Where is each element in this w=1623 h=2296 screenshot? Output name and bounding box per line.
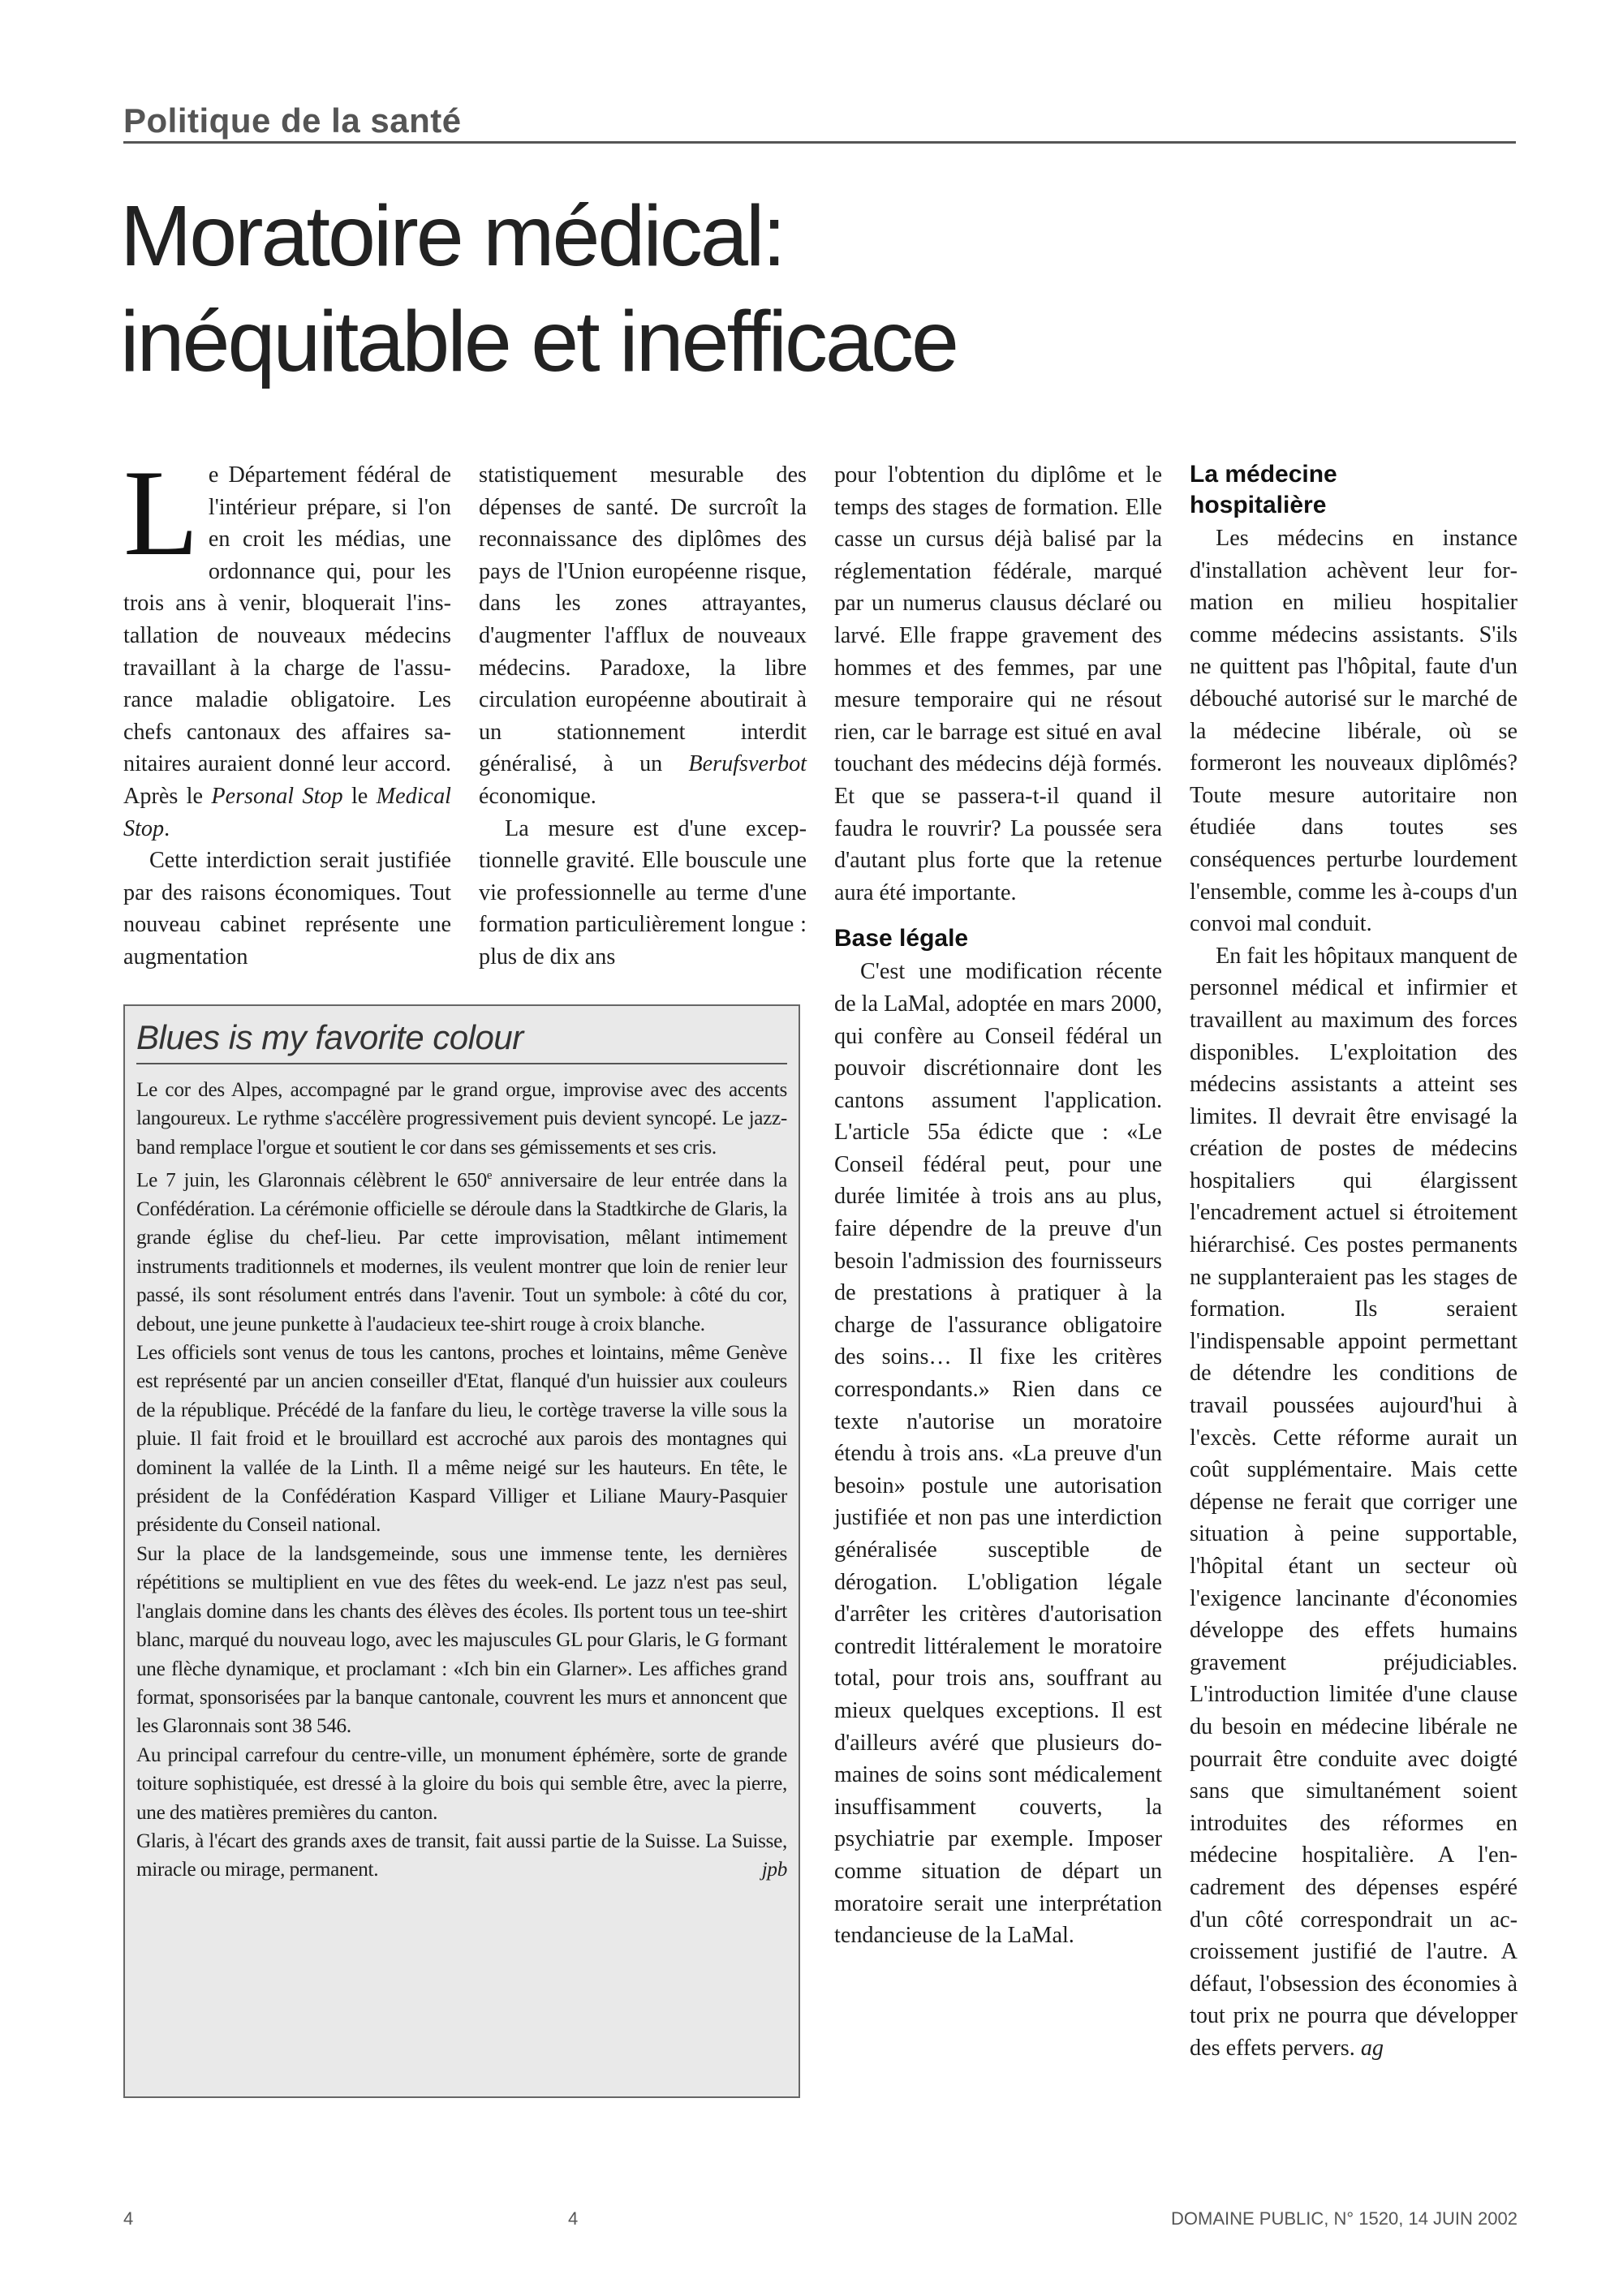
author-signature: ag — [1360, 2035, 1384, 2061]
box-signature: jpb — [761, 1859, 787, 1881]
heading-base-legale: Base légale — [834, 925, 969, 952]
footer-page-number-center: 4 — [568, 2208, 579, 2229]
title-line-1: Moratoire médical: — [120, 188, 784, 284]
footer-page-number-left: 4 — [123, 2208, 134, 2229]
article-column-1 — [123, 445, 451, 974]
section-rule — [123, 141, 1516, 144]
col3-paragraph-1: pour l'obtention du diplôme et le temps des stages de formation. Elle casse un cursus déjà balisé par la réglementation fédérale, marqué par un numerus clausus déclaré ou larvé. Elle frappe gravement des hommes et des femmes, par une mesure temporaire qui ne résout rien, car le barrage est situé en aval touchant des médecins déjà formés. Et que se passera-t-il quand il faudra le rouvrir? La poussée sera d'autant plus forte que la retenue aura été importante. — [834, 462, 1162, 905]
col4-paragraph-2: En fait les hôpitaux manquent de personnel médical et infirmier et travaillent au maximum des forces disponibles. L'exploitation des médecins assistants a atteint ses limites. Il devrait être envisagé la création de postes de médecins hospitaliers qui élargissent l'encadrement actuel si étroitement hiérarchisé. Ces postes permanents ne supplanteraient pas les stages de formation. Ils seraient l'indispensable appoint permettant de détendre les conditions de travail poussées aujourd'hui à l'excès. Cette réforme aurait un coût supplémentaire. Mais cette dépense ne ferait que corriger une situation à peine supportable, l'hôpital étant un secteur où l'exigence lancinante d'économies développe des effets humains gravement préjudiciables. L'introduction limitée d'une clause du besoin en médecine libérale ne pourrait être conduite avec doigté sans que simultanément soient introduites des réformes en médecine hospitalière. A l'encadrement des dépenses espéré d'un côté correspondrait un accroissement justifié de l'autre. A défaut, l'obsession des économies à tout prix ne pourra que développer des effets pervers. ag — [1190, 943, 1518, 2061]
section-label: Politique de la santé — [123, 104, 470, 138]
drop-cap: L — [123, 445, 199, 581]
col2-paragraph-1: statistiquement mesurable des dépenses de santé. De surcroît la reconnaissance des diplômes des pays de l'Union européenne risque, dans les zones attrayantes, d'augmenter l'afflux de nouveaux médecins. Paradoxe, la libre circulation européenne aboutirait à un stationnement interdit généralisé, à un Berufsverbot économique. — [479, 462, 807, 809]
box-paragraph-2: Le 7 juin, les Glaronnais célèbrent le 650e anniversaire de leur entrée dans la Confédération. La cérémonie officielle se déroule dans la Stadtkirche de Glaris, la grande église du chef-lieu. Par cette improvisation, mêlant intimement instruments traditionnels et modernes, ils veulent montrer que loin de renier leur passé, ils sont résolument entrés dans l'avenir. Tout un symbole: à côté du cor, debout, une jeune punkette à l'audacieux tee-shirt rouge à croix blanche. — [136, 1169, 788, 1335]
col2-paragraph-2: La mesure est d'une exceptionnelle gravité. Elle bouscule une vie professionnelle au terme d'une formation particulièrement longue : plus de dix ans — [479, 815, 807, 970]
heading-medecine-hospitaliere: La médecine hospitalière — [1190, 461, 1337, 518]
box-text — [136, 1076, 787, 1885]
col4-paragraph-1: Les médecins en instance d'installation achèvent leur formation en milieu hospitalier comme médecins assistants. S'ils ne quittent pas l'hôpital, faute d'un débouché autorisé sur le marché de la médecine libérale, où se formeront les nouveaux diplômés? Toute mesure autoritaire non étudiée dans toutes ses conséquences perturbe lourdement l'ensemble, comme les à-coups d'un convoi mal conduit. — [1190, 526, 1518, 937]
title-line-2: inéquitable et inefficace — [120, 294, 957, 389]
col1-paragraph-1: Le Département fédéral de l'intérieur prépare, si l'on en croit les médias, une ordonnance qui, pour les trois ans à venir, bloquerait l'installation de nouveaux médecins travaillant à la charge de l'assurance maladie obligatoire. Les chefs cantonaux des affaires sanitaires auraient donné leur accord. Après le Personal Stop le Medical Stop. — [123, 445, 451, 841]
article-column-4 — [1190, 459, 1518, 2065]
article-column-2 — [479, 459, 807, 974]
box-paragraph-4: Sur la place de la landsgemeinde, sous une immense tente, les dernières répétitions se multiplient en vue des fêtes du week-end. Le jazz n'est pas seul, l'anglais domine dans les chants des élèves des écoles. Ils portent tous un tee-shirt blanc, marqué du nouveau logo, avec les majuscules GL pour Glaris, le G formant une flèche dynamique, et proclamant : «Ich bin ein Glarner». Les affiches grand format, sponsorisées par la banque cantonale, couvrent les murs et annoncent que les Glaronnais sont 38 546. — [136, 1542, 787, 1738]
box-paragraph-3: Les officiels sont venus de tous les cantons, proches et lointains, même Genève est représenté par un ancien conseiller d'Etat, flanqué d'un huissier aux couleurs de la république. Précédé de la fanfare du lieu, le cortège traverse la ville sous la pluie. Il fait froid et le brouillard est accroché aux parois des montagnes qui dominent la vallée de la Linth. Il a même neigé sur les hauteurs. En tête, le président de la Confédération Kaspard Villiger et Liliane Maury-Pasquier présidente du Conseil national. — [136, 1342, 787, 1537]
box-paragraph-5: Au principal carrefour du centre-ville, un monument éphémère, sorte de grande toiture sophistiquée, est dressé à la gloire du bois qui semble être, avec la pierre, une des matières premières du canton. — [136, 1743, 787, 1824]
article-column-3 — [834, 459, 1162, 1952]
box-paragraph-1: Le cor des Alpes, accompagné par le grand orgue, improvise avec des accents langoureux. Le rythme s'accélère progressivement puis devient syncopé. Le jazz-band remplace l'orgue et soutient le cor dans ses gémissements et ses cris. — [136, 1079, 787, 1159]
footer-publication: DOMAINE PUBLIC, N° 1520, 14 JUIN 2002 — [1171, 2208, 1518, 2229]
box-title: Blues is my favorite colour — [136, 1018, 523, 1056]
col1-paragraph-2: Cette interdiction serait justifiée par des raisons économiques. Tout nouveau cabinet représente une augmentation — [123, 848, 451, 970]
article-title — [120, 183, 1516, 394]
col3-paragraph-2: C'est une modification récente de la LaMal, adoptée en mars 2000, qui confère au Conseil fédéral un pouvoir discrétionnaire dont les cantons assument l'application. L'article 55a édicte que : «Le Conseil fédéral peut, pour une durée limitée à trois ans au plus, faire dépendre de la preuve d'un besoin l'admission des fournisseurs de prestations à pratiquer à la charge de l'assurance obligatoire des soins… Il fixe les critères correspondants.» Rien dans ce texte n'autorise un moratoire étendu à trois ans. «La preuve d'un besoin» postule une autorisation justifiée et non pas une interdiction généralisée susceptible de dérogation. L'obligation légale d'arrêter les critères d'autorisation contredit littéralement le moratoire total, pour trois ans, souffrant au mieux quelques exceptions. Il est d'ailleurs avéré que plusieurs domaines de soins sont médicalement insuffisamment couverts, la psychiatrie par exemple. Imposer comme situation de départ un moratoire serait une interprétation tendancieuse de la LaMal. — [834, 959, 1162, 1949]
box-title-rule — [136, 1063, 787, 1064]
box-paragraph-6: Glaris, à l'écart des grands axes de transit, fait aussi partie de la Suisse. La Suisse, miracle ou mirage, permanent. jpb — [136, 1827, 787, 1885]
